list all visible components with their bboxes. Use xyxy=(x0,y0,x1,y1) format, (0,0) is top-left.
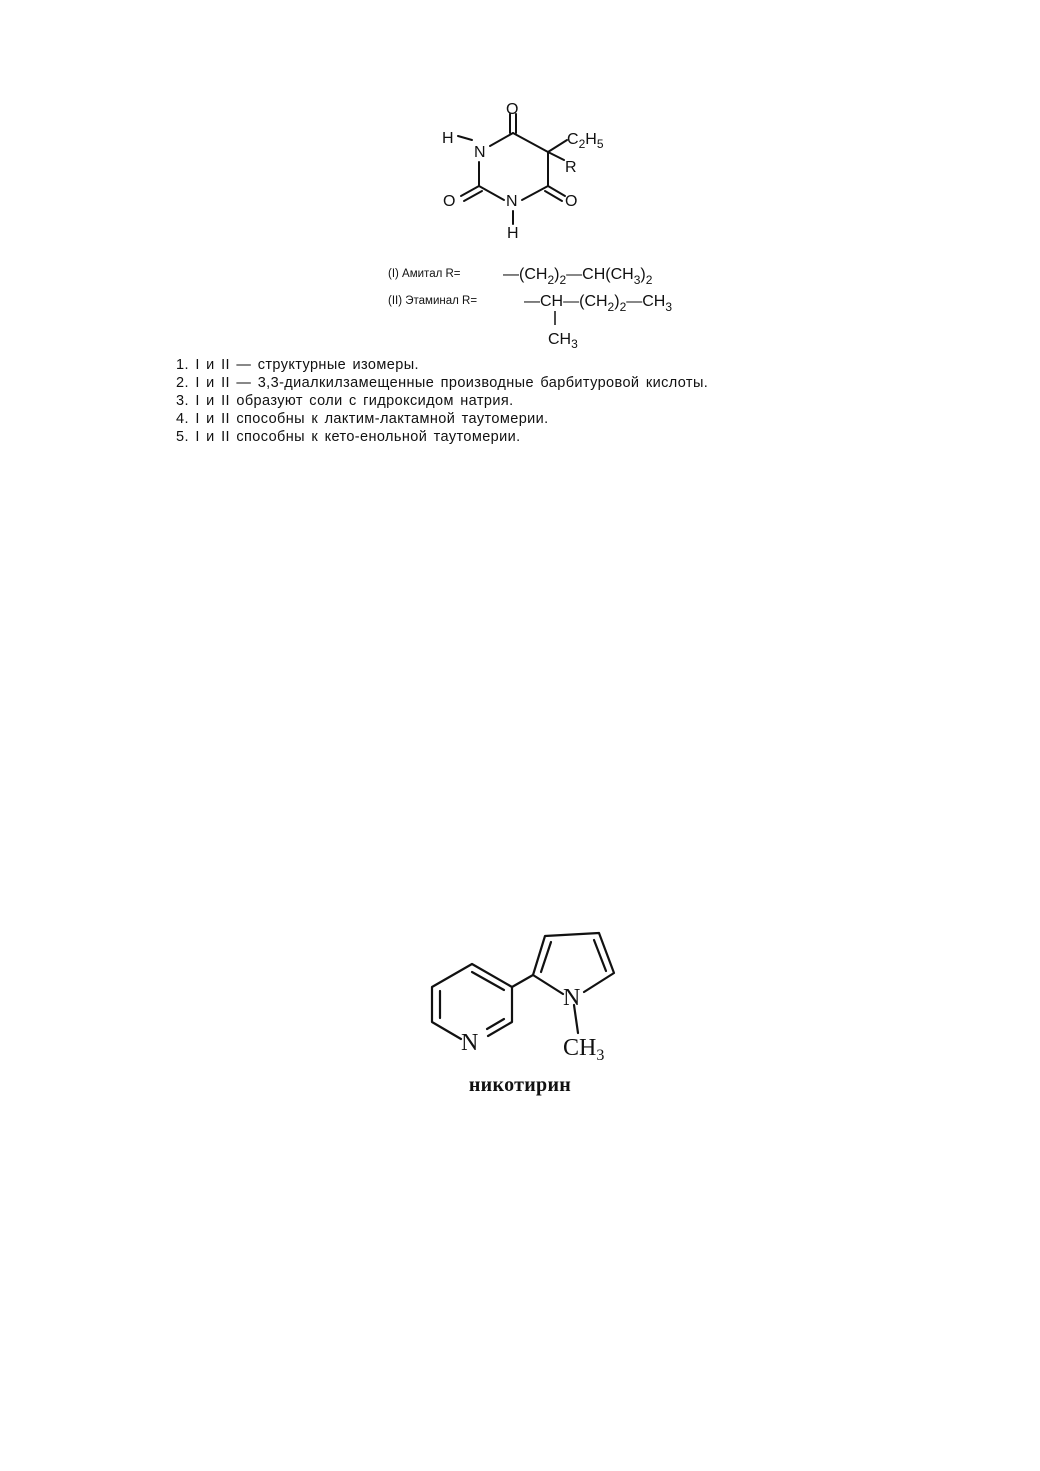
atom-nitrogen: N xyxy=(506,193,518,210)
biaryl-bond xyxy=(512,975,533,987)
amital-label: (I) Амитал R= xyxy=(388,268,461,280)
statement-item: 1. I и II — структурные изомеры. xyxy=(176,357,419,373)
methyl-group: $CH_3$ xyxy=(563,1035,605,1064)
atom-nitrogen-pyrrole: N xyxy=(563,985,581,1011)
n-methyl-bond xyxy=(574,1005,578,1033)
etaminal-methyl: $CH_3$ xyxy=(548,331,578,351)
ring-bond xyxy=(479,186,504,200)
etaminal-label: (II) Этаминал R= xyxy=(388,295,478,307)
ring-bond xyxy=(513,133,548,152)
etaminal-formula: $—CH—(CH_2)_2—CH_3$ xyxy=(524,293,673,314)
atom-nitrogen-pyridine: N xyxy=(461,1030,479,1056)
statements-list xyxy=(176,356,936,446)
nicotyrine-caption: никотирин xyxy=(468,1074,572,1096)
statement-item: 5. I и II способны к кето-енольной таутомерии. xyxy=(176,429,521,445)
atom-r-group: R xyxy=(565,159,577,176)
ring-bond xyxy=(522,186,548,200)
atom-nitrogen: N xyxy=(474,144,486,161)
ethyl-group: $C_2H_5$ xyxy=(567,131,604,151)
pyridine-ring xyxy=(432,964,512,1039)
atom-oxygen: O xyxy=(506,101,519,118)
atom-oxygen: O xyxy=(565,193,578,210)
barbiturate-structure xyxy=(0,0,1040,360)
ring-bond xyxy=(490,133,513,146)
pyrrole-ring xyxy=(533,933,614,994)
atom-hydrogen: H xyxy=(507,225,519,242)
statement-item: 3. I и II образуют соли с гидроксидом натрия. xyxy=(176,393,514,409)
atom-hydrogen: H xyxy=(442,130,454,147)
statement-item: 4. I и II способны к лактим-лактамной таутомерии. xyxy=(176,411,549,427)
atom-oxygen: O xyxy=(443,193,456,210)
amital-formula: $—(CH_2)_2—CH(CH_3)_2$ xyxy=(503,266,653,287)
statement-item: 2. I и II — 3,3-диалкилзамещенные производные барбитуровой кислоты. xyxy=(176,375,709,391)
